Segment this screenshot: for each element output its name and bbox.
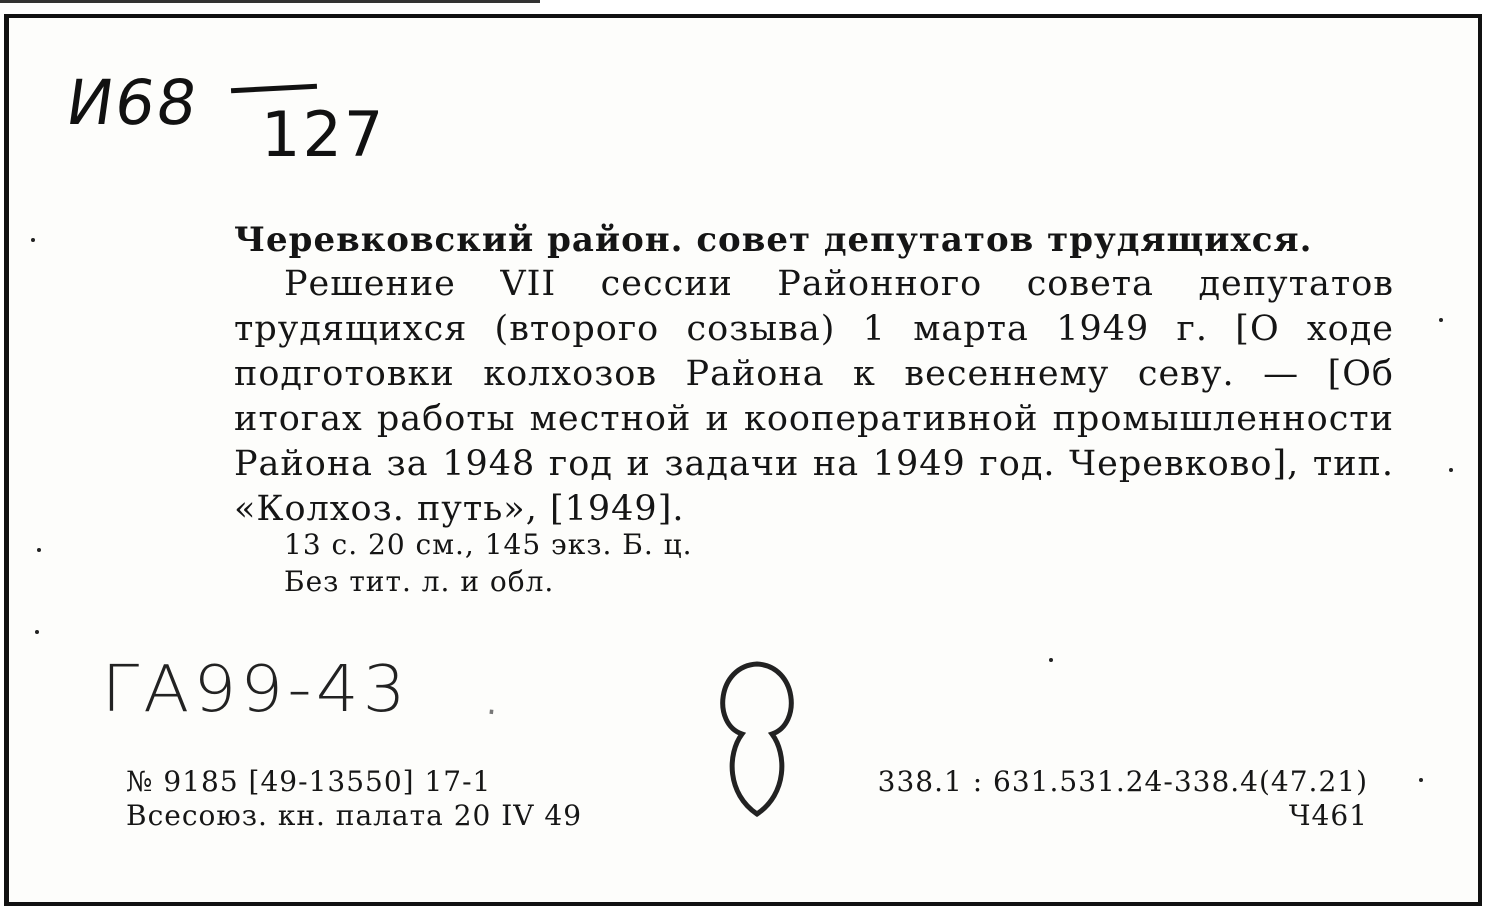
speck (1419, 778, 1423, 782)
handwritten-scrawl: . (484, 682, 500, 724)
cutter-number: Ч461 (1288, 799, 1368, 832)
shelf-number: 127 (261, 98, 386, 171)
author-heading: Черевковский район. совет депутатов трудящихся. (234, 220, 1313, 260)
shelf-divider (231, 84, 317, 93)
catalog-card (4, 14, 1482, 906)
card-text (234, 218, 1394, 532)
chamber-date: Всесоюз. кн. палата 20 IV 49 (126, 799, 583, 832)
speck (31, 238, 35, 242)
shelf-mark: И68 (61, 66, 204, 139)
handwritten-mark-icon (697, 654, 817, 824)
note-line: Без тит. л. и обл. (284, 565, 555, 598)
speck (1449, 468, 1453, 472)
title-description: Решение VII сессии Районного совета депутатов трудящихся (второго созыва) 1 марта 1949 г. [О ходе подготовки колхозов Района к весеннему севу. — [Об итогах работы местной и кооперативной промышленности Района за 1948 год и задачи на 1949 год. Черевково], тип. «Колхоз. путь», [1949]. (234, 264, 1394, 529)
collation-line: 13 с. 20 см., 145 экз. Б. ц. (284, 528, 693, 561)
classification-index: 338.1 : 631.531.24-338.4(47.21) (877, 765, 1368, 798)
entry-number: № 9185 [49-13550] 17-1 (126, 765, 492, 798)
scan-edge-line (0, 0, 540, 3)
speck (37, 548, 41, 552)
speck (35, 630, 39, 634)
speck (1439, 318, 1443, 322)
speck (1049, 658, 1053, 662)
handwritten-code: ГА99-43 (101, 653, 410, 727)
